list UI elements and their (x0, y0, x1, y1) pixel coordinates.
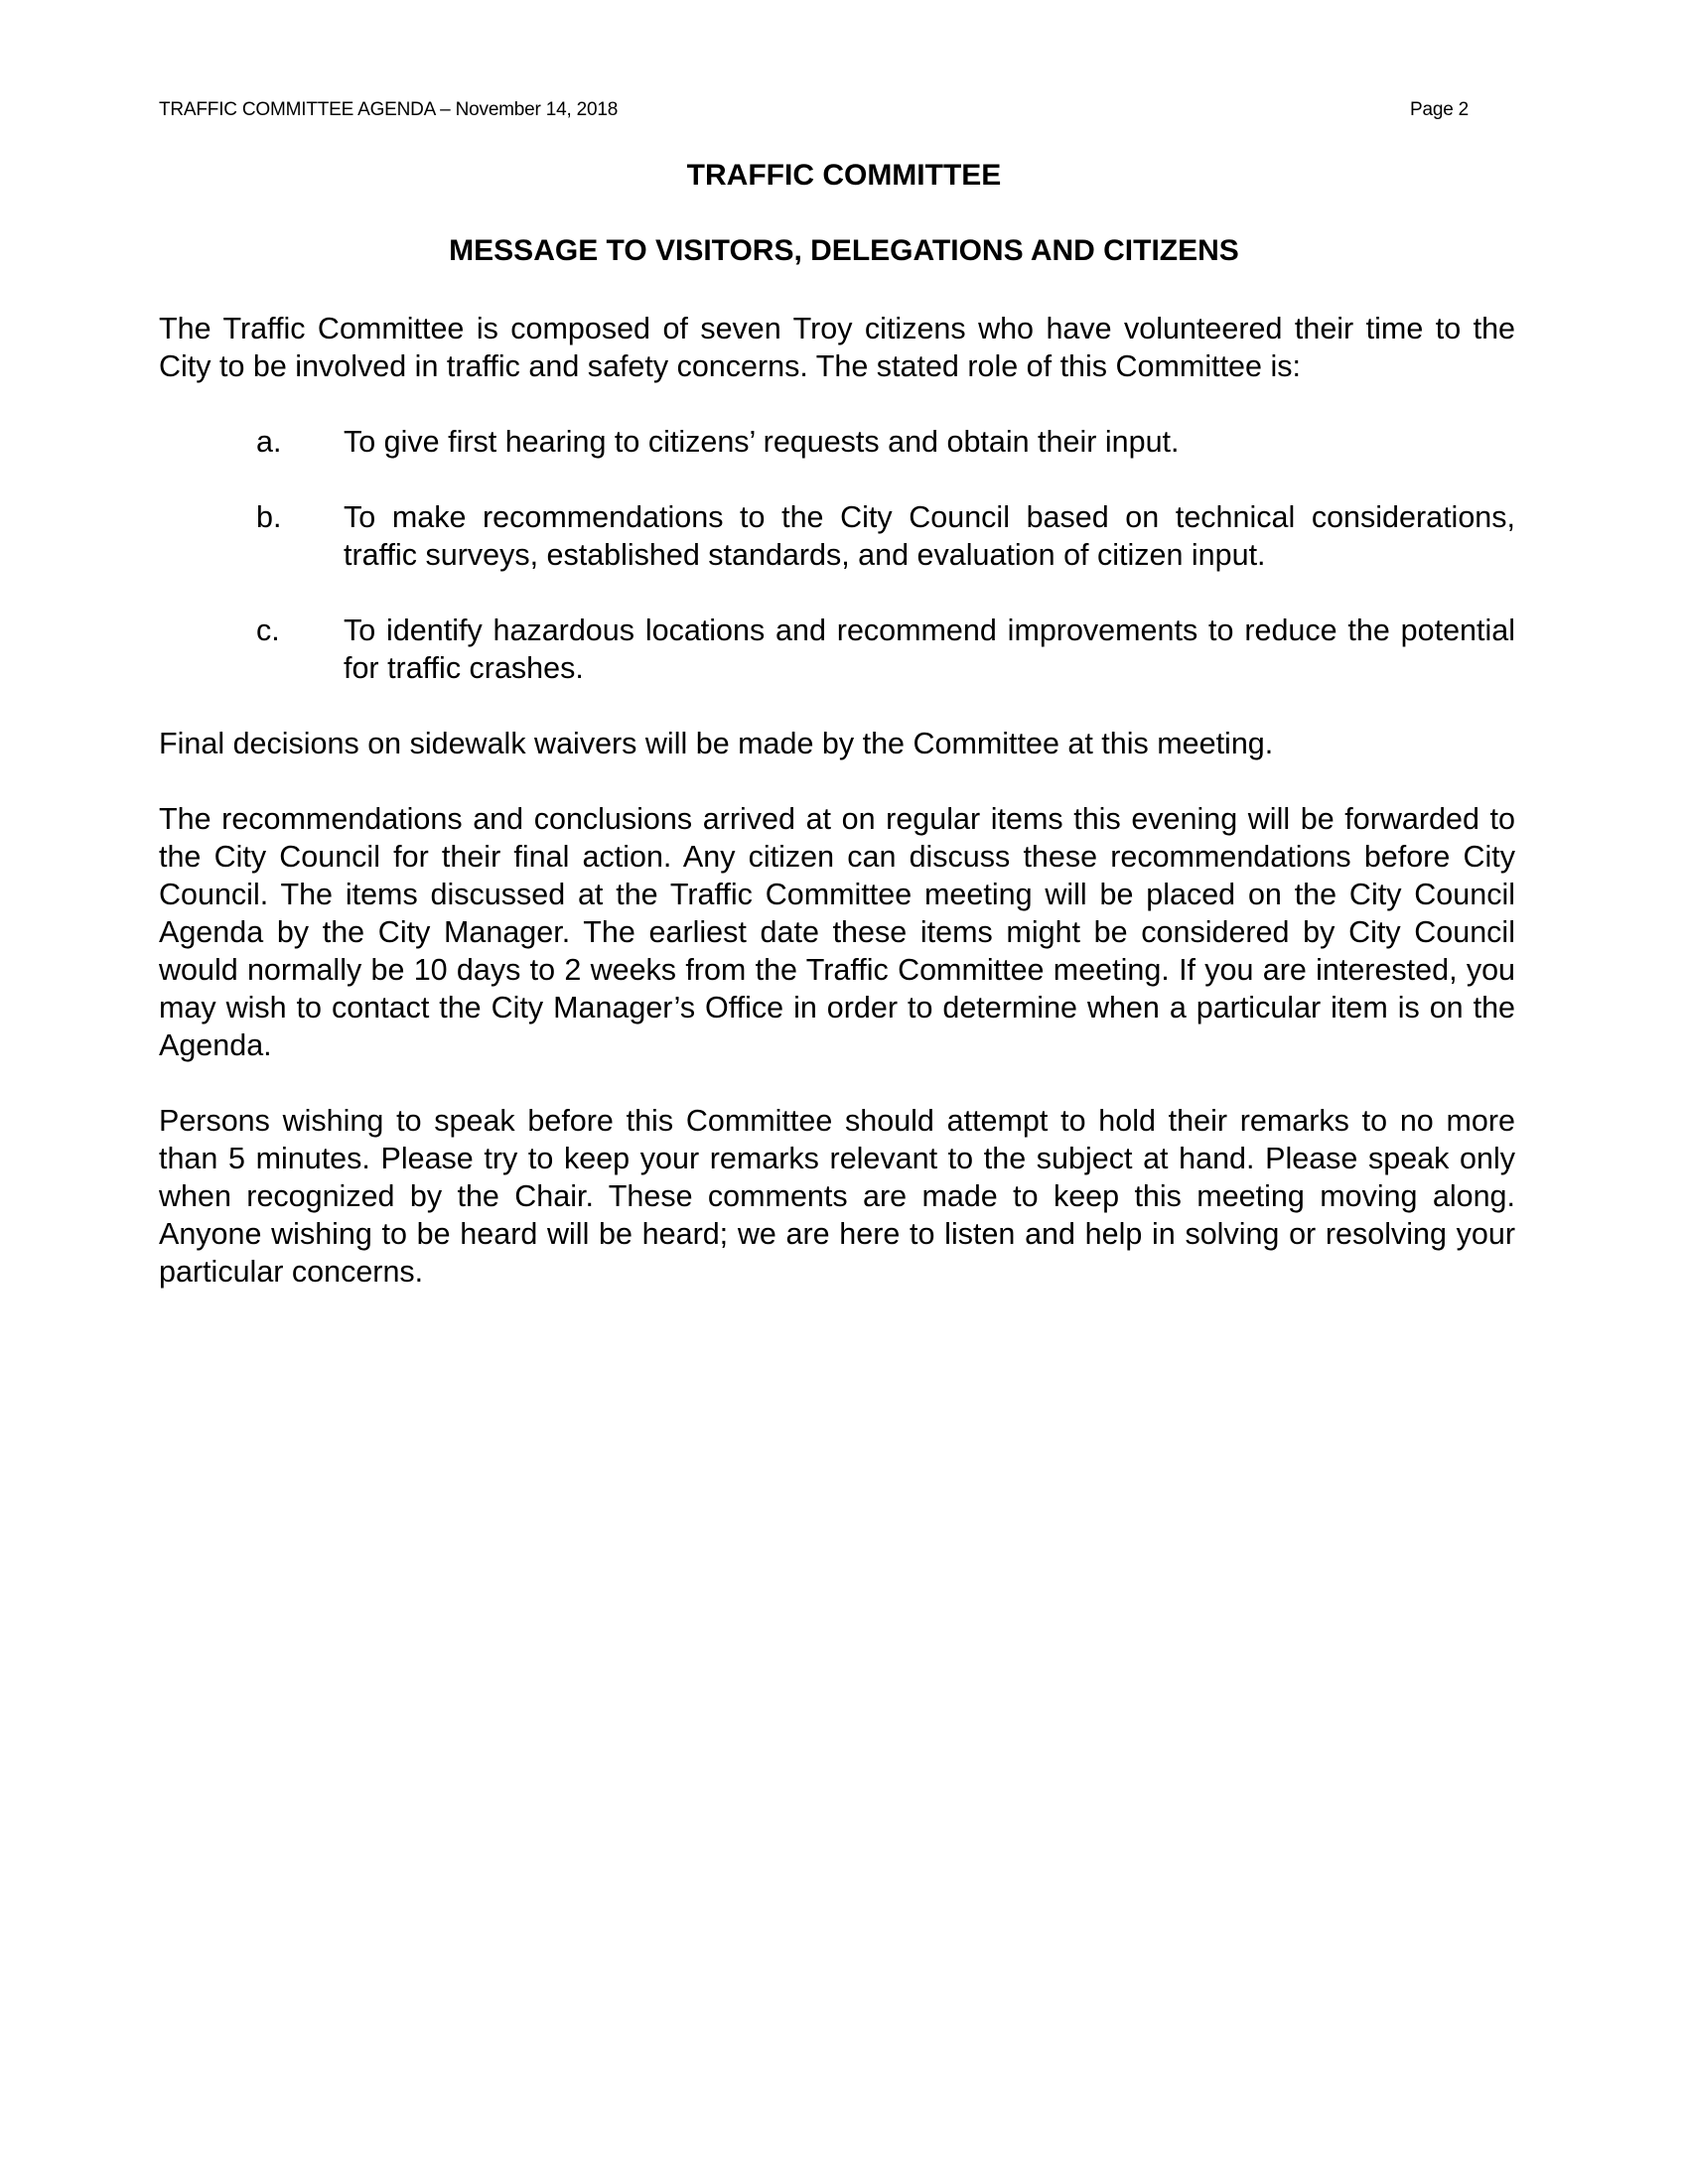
list-item-text: To identify hazardous locations and recommend improvements to reduce the potential for traffic crashes. (344, 614, 1515, 685)
list-item-text: To make recommendations to the City Council based on technical considerations, traffic surveys, established standards, and evaluation of citizen input. (344, 500, 1515, 572)
sidewalk-waiver-paragraph: Final decisions on sidewalk waivers will be made by the Committee at this meeting. (159, 727, 1274, 760)
list-marker: a. (256, 425, 282, 459)
list-marker: b. (256, 500, 282, 534)
page-subtitle: MESSAGE TO VISITORS, DELEGATIONS AND CITIZENS (449, 234, 1239, 267)
page-title: TRAFFIC COMMITTEE (686, 159, 1002, 192)
running-header-title: TRAFFIC COMMITTEE AGENDA – November 14, 2018 (159, 99, 619, 120)
list-marker: c. (256, 614, 280, 647)
recommendations-paragraph: The recommendations and conclusions arrived at on regular items this evening will be forwarded to the City Council for their final action. Any citizen can discuss these recommendations before City Council. The items discussed at the Traffic Committee meeting will be placed on the City Council Agenda by the City Manager. The earliest date these items might be considered by City Council would normally be 10 days to 2 weeks from the Traffic Committee meeting. If you are interested, you may wish to contact the City Manager’s Office in order to determine when a particular item is on the Agenda. (159, 802, 1515, 1062)
intro-paragraph: The Traffic Committee is composed of seven Troy citizens who have volunteered their time to the City to be involved in traffic and safety concerns. The stated role of this Committee is: (159, 312, 1515, 383)
speaking-rules-paragraph: Persons wishing to speak before this Committee should attempt to hold their remarks to no more than 5 minutes. Please try to keep your remarks relevant to the subject at hand. Please speak only when recognized by the Chair. These comments are made to keep this meeting moving along. Anyone wishing to be heard will be heard; we are here to listen and help in solving or resolving your particular concerns. (159, 1104, 1515, 1289)
page-number: Page 2 (1410, 99, 1470, 120)
list-item-text: To give first hearing to citizens’ requests and obtain their input. (344, 425, 1180, 459)
